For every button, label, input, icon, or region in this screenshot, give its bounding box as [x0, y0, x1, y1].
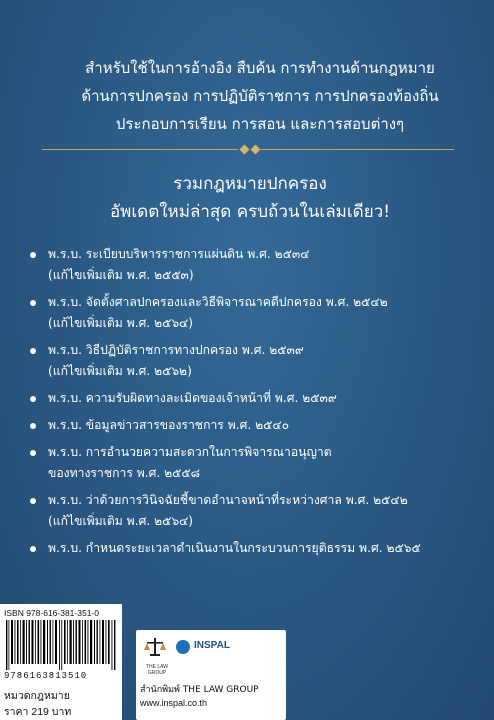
intro-line: ด้านการปกครอง การปฏิบัติราชการ การปกครองท้องถิ่น [81, 87, 439, 105]
law-title: พ.ร.บ. ระเบียบบริหารราชการแผ่นดิน พ.ศ. ๒๕๓๔ [48, 247, 310, 261]
price-label: ราคา 219 บาท [4, 706, 72, 718]
law-title: พ.ร.บ. กำหนดระยะเวลาดำเนินงานในกระบวนการยุติธรรม พ.ศ. ๒๕๖๕ [48, 541, 421, 555]
intro-line: สำหรับใช้ในการอ้างอิง สืบค้น การทำงานด้านกฎหมาย [85, 59, 435, 77]
barcode-number: 9786163813510 [4, 671, 88, 681]
isbn-text: ISBN 978-616-381-351-0 [4, 608, 99, 618]
list-item [30, 415, 470, 436]
publisher-website: www.inspal.co.th [140, 698, 208, 708]
divider-line-right [258, 149, 454, 150]
law-list [30, 244, 470, 565]
law-title: พ.ร.บ. การอำนวยความสะดวกในการพิจารณาอนุญาต [48, 445, 332, 459]
intro-line: ประกอบการเรียน การสอน และการสอบต่างๆ [115, 115, 405, 133]
list-item [30, 340, 470, 382]
bullet-icon [30, 450, 36, 456]
publisher-panel [136, 630, 286, 720]
law-amendment: (แก้ไขเพิ่มเติม พ.ศ. ๒๕๖๒) [48, 364, 192, 378]
law-title: พ.ร.บ. ว่าด้วยการวินิจฉัยชี้ขาดอำนาจหน้าที่ระหว่างศาล พ.ศ. ๒๕๔๒ [48, 493, 408, 507]
publisher-name: สำนักพิมพ์ THE LAW GROUP [140, 685, 259, 695]
ornamental-divider [42, 145, 454, 155]
inspal-logo-text: INSPAL [194, 640, 230, 651]
diamond-icon [240, 145, 250, 155]
bullet-icon [30, 423, 36, 429]
headline-line-1: รวมกฎหมายปกครอง [173, 174, 327, 194]
inspal-logo-icon [176, 640, 190, 654]
list-item [30, 388, 470, 409]
bullet-icon [30, 396, 36, 402]
bullet-icon [30, 300, 36, 306]
law-title: พ.ร.บ. วิธีปฏิบัติราชการทางปกครอง พ.ศ. ๒๕๓๙ [48, 343, 304, 357]
law-amendment: (แก้ไขเพิ่มเติม พ.ศ. ๒๕๕๓) [48, 268, 194, 282]
list-item [30, 292, 470, 334]
bullet-icon [30, 252, 36, 258]
category-label: หมวดกฎหมาย [4, 690, 70, 702]
bullet-icon [30, 498, 36, 504]
bullet-icon [30, 348, 36, 354]
law-amendment: ของทางราชการ พ.ศ. ๒๕๕๘ [48, 466, 201, 480]
divider-line-left [42, 149, 238, 150]
barcode-panel [0, 604, 122, 720]
bullet-icon [30, 546, 36, 552]
list-item [30, 244, 470, 286]
barcode-icon [4, 620, 118, 670]
list-item [30, 442, 470, 484]
law-amendment: (แก้ไขเพิ่มเติม พ.ศ. ๒๕๖๔) [48, 316, 194, 330]
law-group-logo-text: THE LAW GROUP [145, 664, 169, 676]
intro-text [70, 54, 450, 138]
list-item [30, 538, 470, 559]
law-title: พ.ร.บ. ความรับผิดทางละเมิดของเจ้าหน้าที่ พ.ศ. ๒๕๓๙ [48, 391, 337, 405]
headline [60, 170, 440, 226]
list-item [30, 490, 470, 532]
law-title: พ.ร.บ. ข้อมูลข่าวสารของราชการ พ.ศ. ๒๕๔๐ [48, 418, 290, 432]
law-group-logo-icon [142, 636, 168, 664]
headline-line-2: อัพเดตใหม่ล่าสุด ครบถ้วนในเล่มเดียว! [109, 202, 391, 222]
law-title: พ.ร.บ. จัดตั้งศาลปกครองและวิธีพิจารณาคดีปกครอง พ.ศ. ๒๕๔๒ [48, 295, 388, 309]
law-amendment: (แก้ไขเพิ่มเติม พ.ศ. ๒๕๖๔) [48, 514, 194, 528]
